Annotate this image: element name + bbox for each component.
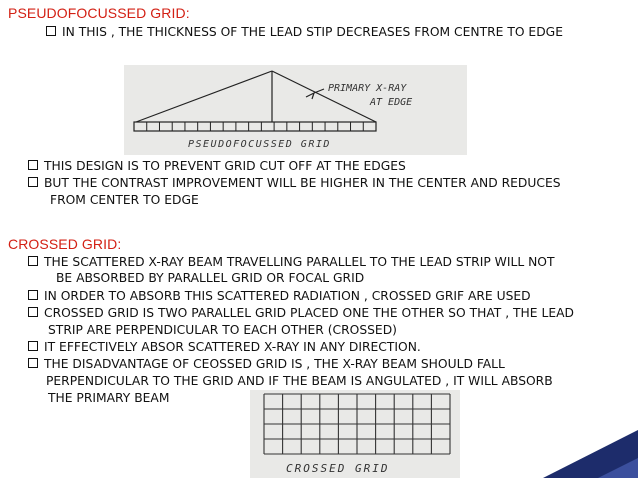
bullet-text: IT EFFECTIVELY ABSOR SCATTERED X-RAY IN ANY DIRECTION. xyxy=(44,340,421,354)
checkbox-bullet-icon xyxy=(28,160,38,170)
checkbox-bullet-icon xyxy=(46,26,56,36)
checkbox-bullet-icon xyxy=(28,177,38,187)
crossed-grid-sketch xyxy=(250,390,460,478)
bullet-text: IN ORDER TO ABSORB THIS SCATTERED RADIATION , CROSSED GRIF ARE USED xyxy=(44,289,531,303)
crossed-grid-heading: CROSSED GRID: xyxy=(8,236,122,252)
crossed-grid-caption: CROSSED GRID xyxy=(286,462,390,475)
pseudofocussed-heading: PSEUDOFOCUSSED GRID: xyxy=(8,5,190,21)
bullet-continuation: FROM CENTER TO EDGE xyxy=(50,193,199,207)
bullet-text: BUT THE CONTRAST IMPROVEMENT WILL BE HIGHER IN THE CENTER AND REDUCES xyxy=(44,176,561,190)
checkbox-bullet-icon xyxy=(28,256,38,266)
bullet-item xyxy=(28,158,406,174)
pseudofocussed-grid-sketch xyxy=(124,65,467,155)
bullet-item xyxy=(28,175,561,191)
bullet-item xyxy=(28,254,554,270)
pseudofocussed-caption: PSEUDOFOCUSSED GRID xyxy=(188,139,331,150)
bullet-item xyxy=(28,288,531,304)
at-edge-label: AT EDGE xyxy=(370,97,413,108)
bullet-text: IN THIS , THE THICKNESS OF THE LEAD STIP DECREASES FROM CENTRE TO EDGE xyxy=(62,25,563,39)
checkbox-bullet-icon xyxy=(28,290,38,300)
bullet-text: CROSSED GRID IS TWO PARALLEL GRID PLACED ONE THE OTHER SO THAT , THE LEAD xyxy=(44,306,574,320)
bullet-text: THIS DESIGN IS TO PREVENT GRID CUT OFF AT THE EDGES xyxy=(44,159,406,173)
checkbox-bullet-icon xyxy=(28,358,38,368)
bullet-continuation: THE PRIMARY BEAM xyxy=(48,391,170,405)
bullet-item xyxy=(28,305,574,321)
crossed-grid-drawing xyxy=(250,390,460,478)
bullet-item xyxy=(28,356,505,372)
checkbox-bullet-icon xyxy=(28,341,38,351)
bullet-continuation: PERPENDICULAR TO THE GRID AND IF THE BEAM IS ANGULATED , IT WILL ABSORB xyxy=(46,374,553,388)
pseudofocussed-grid-drawing xyxy=(124,65,467,155)
primary-xray-label: PRIMARY X-RAY xyxy=(328,83,407,94)
bullet-text: THE SCATTERED X-RAY BEAM TRAVELLING PARALLEL TO THE LEAD STRIP WILL NOT xyxy=(44,255,555,269)
checkbox-bullet-icon xyxy=(28,307,38,317)
bullet-item xyxy=(46,24,563,40)
corner-accent-decoration-inner xyxy=(598,458,638,478)
bullet-continuation: STRIP ARE PERPENDICULAR TO EACH OTHER (CROSSED) xyxy=(48,323,397,337)
bullet-item xyxy=(28,339,421,355)
bullet-text: THE DISADVANTAGE OF CEOSSED GRID IS , THE X-RAY BEAM SHOULD FALL xyxy=(44,357,505,371)
bullet-continuation: BE ABSORBED BY PARALLEL GRID OR FOCAL GRID xyxy=(56,271,365,285)
